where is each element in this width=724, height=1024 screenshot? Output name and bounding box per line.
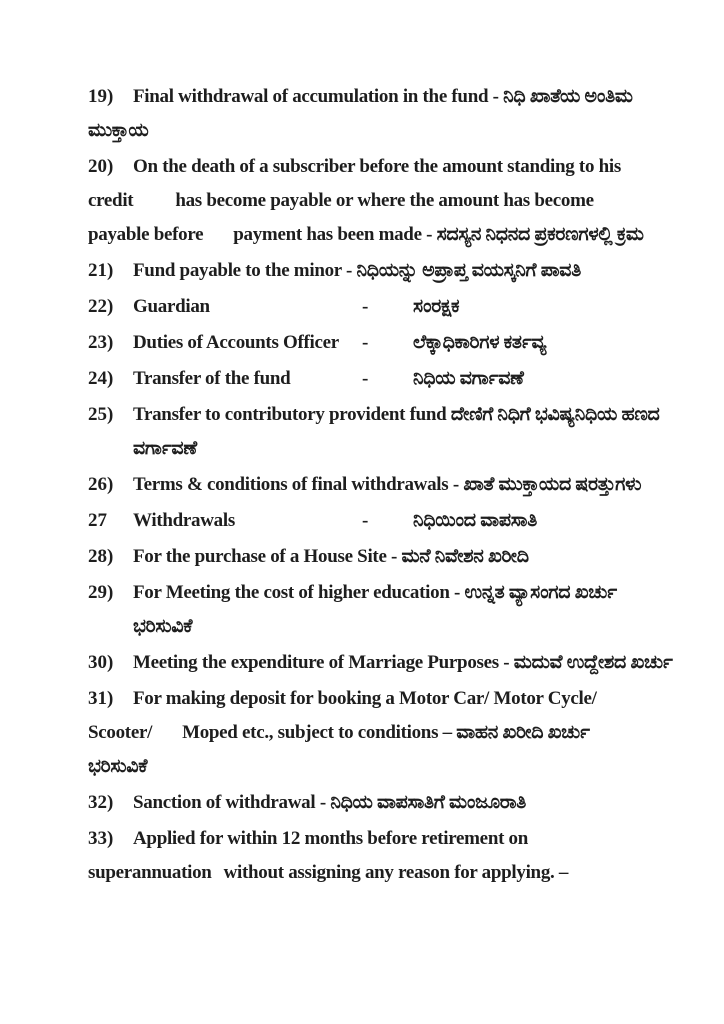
text-line (88, 326, 684, 360)
english-text: Fund payable to the minor (133, 260, 342, 281)
english-text: has become payable or where the amount has become (175, 190, 594, 211)
item-number: 26) (88, 474, 114, 495)
text-line (88, 290, 684, 324)
kannada-text: ನಿಧಿ ಖಾತೆಯ ಅಂತಿಮ (503, 86, 633, 107)
english-text: On the death of a subscriber before the amount standing to his (133, 156, 621, 177)
text-line (88, 150, 684, 184)
dash-separator: - (362, 296, 369, 317)
kannada-text: ಸದಸ್ಯನ ನಿಧನದ ಪ್ರಕರಣಗಳಲ್ಲಿ ಕ್ರಮ (436, 224, 644, 245)
list-item (88, 80, 684, 148)
kannada-text: ಮನೆ ನಿವೇಶನ ಖರೀದಿ (401, 546, 529, 567)
list-item (88, 822, 684, 890)
item-number: 19) (88, 86, 114, 107)
item-number: 28) (88, 546, 114, 567)
item-number: 25) (88, 404, 114, 425)
text-line (88, 80, 684, 114)
english-text: without assigning any reason for applying. – (223, 862, 569, 883)
english-label: Transfer of the fund (133, 368, 291, 389)
kannada-text: ಭರಿಸುವಿಕೆ (88, 756, 148, 777)
document-body (88, 80, 684, 890)
text-line (88, 362, 684, 396)
english-text: Applied for within 12 months before retirement on (133, 828, 529, 849)
item-number: 23) (88, 332, 114, 353)
text-line (88, 114, 684, 148)
item-number: 30) (88, 652, 114, 673)
item-number: 24) (88, 368, 114, 389)
list-item (88, 540, 684, 574)
kannada-text: ನಿಧಿಯ ವರ್ಗಾವಣೆ (413, 368, 524, 389)
kannada-text: ಸಂರಕ್ಷಕ (413, 296, 460, 317)
kannada-text: ನಿಧಿಯ ವಾಪಸಾತಿಗೆ ಮಂಜೂರಾತಿ (330, 792, 526, 813)
english-text: Terms & conditions of final withdrawals (133, 474, 449, 495)
list-item (88, 150, 684, 252)
text-line (88, 610, 684, 644)
english-text: Transfer to contributory provident fund (133, 404, 447, 425)
text-line (88, 468, 684, 502)
english-text: For making deposit for booking a Motor Car/ Motor Cycle/ (133, 688, 597, 709)
list-item (88, 290, 684, 324)
english-text: Meeting the expenditure of Marriage Purposes (133, 652, 499, 673)
list-item (88, 326, 684, 360)
list-item (88, 576, 684, 644)
text-line (88, 184, 684, 218)
text-line (88, 398, 684, 432)
item-number: 32) (88, 792, 114, 813)
text-line (88, 576, 684, 610)
list-item (88, 254, 684, 288)
item-number: 22) (88, 296, 114, 317)
kannada-text: ಖಾತೆ ಮುಕ್ತಾಯದ ಷರತ್ತುಗಳು (463, 474, 642, 495)
english-text: For Meeting the cost of higher education (133, 582, 450, 603)
item-number: 21) (88, 260, 114, 281)
dash-separator: - (498, 652, 514, 673)
english-text: superannuation (88, 862, 212, 883)
english-text: payment has been made - (233, 224, 437, 245)
english-text: Scooter/ (88, 722, 153, 743)
text-line (88, 218, 684, 252)
list-item (88, 362, 684, 396)
item-number: 33) (88, 828, 114, 849)
kannada-text: ನಿಧಿಯಿಂದ ವಾಪಸಾತಿ (413, 510, 537, 531)
text-line (88, 432, 684, 466)
kannada-text: ಭರಿಸುವಿಕೆ (133, 616, 193, 637)
list-item (88, 398, 684, 466)
list-item (88, 468, 684, 502)
text-line (88, 716, 684, 750)
text-line (88, 254, 684, 288)
english-label: Withdrawals (133, 510, 235, 531)
text-line (88, 540, 684, 574)
english-text: payable before (88, 224, 204, 245)
text-line (88, 682, 684, 716)
item-number: 29) (88, 582, 114, 603)
dash-separator: - (362, 368, 369, 389)
english-label: Duties of Accounts Officer (133, 332, 339, 353)
english-text: For the purchase of a House Site (133, 546, 387, 567)
text-line (88, 750, 684, 784)
kannada-text: ಲೆಕ್ಕಾಧಿಕಾರಿಗಳ ಕರ್ತವ್ಯ (413, 332, 547, 353)
list-item (88, 646, 684, 680)
kannada-text: ಮದುವೆ ಉದ್ದೇಶದ ಖರ್ಚು (513, 652, 673, 673)
kannada-text: ಮುಕ್ತಾಯ (88, 120, 149, 141)
list-item (88, 786, 684, 820)
text-line (88, 646, 684, 680)
kannada-text: ವಾಹನ ಖರೀದಿ ಖರ್ಚು (456, 722, 590, 743)
dash-separator: - (386, 546, 402, 567)
english-text: Moped etc., subject to conditions – (182, 722, 457, 743)
kannada-text: ದೇಣಿಗೆ ನಿಧಿಗೆ ಭವಿಷ್ಯನಿಧಿಯ ಹಣದ (446, 404, 660, 425)
text-line (88, 786, 684, 820)
text-line (88, 822, 684, 856)
dash-separator: - (362, 510, 369, 531)
dash-separator: - (341, 260, 357, 281)
text-line (88, 504, 684, 538)
list-item (88, 682, 684, 784)
item-number: 27 (88, 510, 107, 531)
item-number: 20) (88, 156, 114, 177)
dash-separator: - (449, 582, 465, 603)
dash-separator: - (315, 792, 331, 813)
text-line (88, 856, 684, 890)
kannada-text: ವರ್ಗಾವಣೆ (133, 438, 197, 459)
english-label: Guardian (133, 296, 210, 317)
dash-separator: - (362, 332, 369, 353)
kannada-text: ನಿಧಿಯನ್ನು ಅಪ್ರಾಪ್ತ ವಯಸ್ಕನಿಗೆ ಪಾವತಿ (356, 260, 581, 281)
dash-separator: - (488, 86, 504, 107)
english-text: Final withdrawal of accumulation in the fund (133, 86, 489, 107)
item-number: 31) (88, 688, 114, 709)
dash-separator: - (448, 474, 464, 495)
kannada-text: ಉನ್ನತ ವ್ಯಾಸಂಗದ ಖರ್ಚು (464, 582, 617, 603)
english-text: Sanction of withdrawal (133, 792, 316, 813)
list-item (88, 504, 684, 538)
english-text: credit (88, 190, 134, 211)
